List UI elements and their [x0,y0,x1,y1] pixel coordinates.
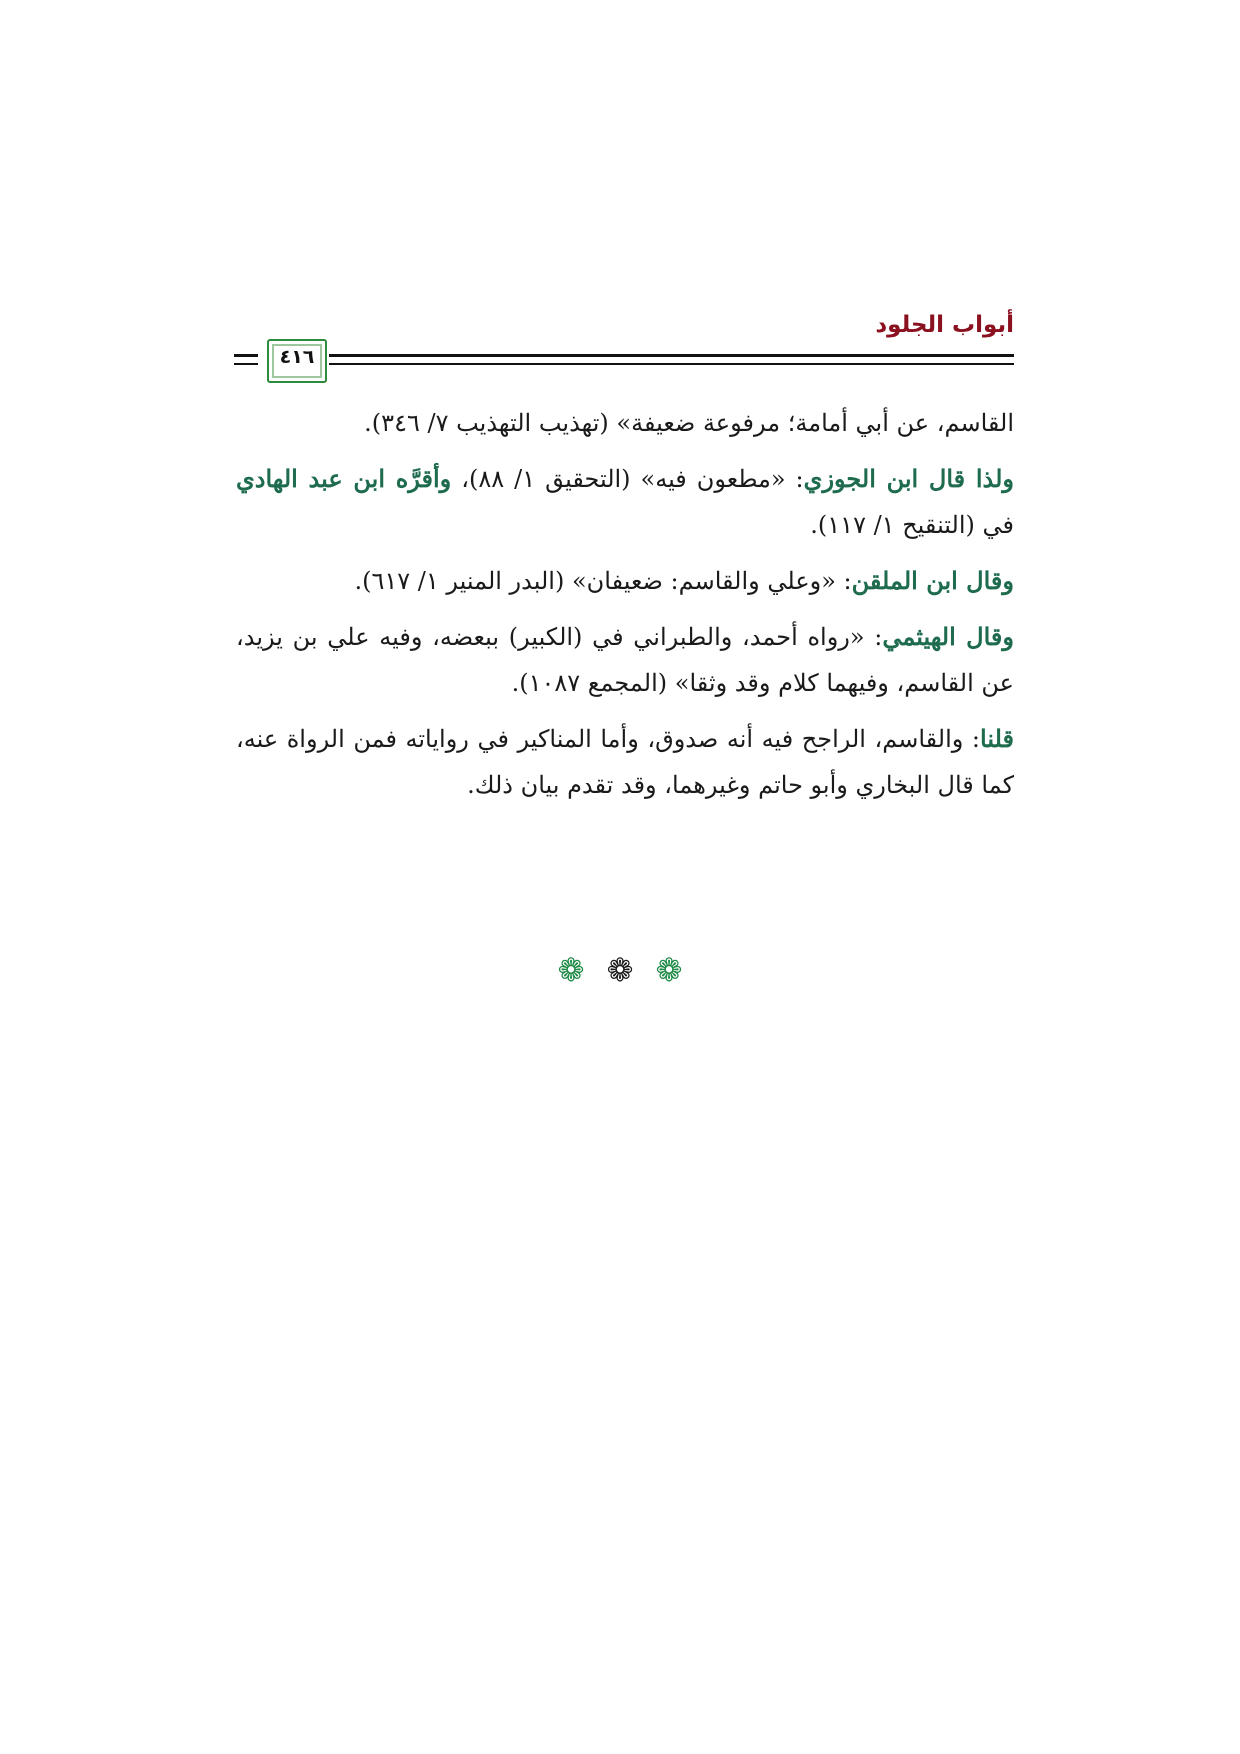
header-rule [329,354,1014,357]
paragraph [236,456,1014,548]
highlight-run: وقال الهيثمي [882,622,1014,651]
page-header [234,312,1014,392]
text-run: : «مطعون فيه» (التحقيق ١/ ٨٨)، [451,465,804,493]
flower-ornament-icon: ❁ [655,951,683,989]
text-body [236,400,1014,818]
page-number: ٤١٦ [279,346,315,368]
text-run: : «وعلي والقاسم: ضعيفان» (البدر المنير ١/ ٦١٧). [354,567,852,595]
paragraph [236,614,1014,706]
highlight-run: قلنا [980,724,1014,753]
text-run: : والقاسم، الراجح فيه أنه صدوق، وأما المناكير في رواياته فمن الرواة عنه، كما قال البخاري وأبو حاتم وغيرهما، وقد تقدم بيان ذلك. [236,725,1014,799]
header-rule [234,354,258,357]
chapter-title: أبواب الجلود [875,312,1014,338]
flower-ornament-icon: ❁ [606,951,634,989]
text-run: القاسم، عن أبي أمامة؛ مرفوعة ضعيفة» (تهذيب التهذيب ٧/ ٣٤٦). [364,409,1014,437]
flower-ornament-icon: ❁ [557,951,585,989]
paragraph [236,558,1014,604]
section-end-ornaments [0,950,1240,990]
highlight-run: ولذا قال ابن الجوزي [803,464,1015,493]
highlight-run: وأقرَّه ابن عبد الهادي [236,464,452,493]
page-number-frame [267,339,327,383]
paragraph [236,400,1014,446]
header-rule [234,363,258,365]
highlight-run: وقال ابن الملقن [851,566,1014,595]
text-run: : «رواه أحمد، والطبراني في (الكبير) ببعضه، وفيه علي بن يزيد، عن القاسم، وفيهما كلام وقد وثقا» (المجمع ١٠٨٧). [236,623,1014,697]
text-run: في (التنقيح ١/ ١١٧). [810,511,1014,539]
paragraph [236,716,1014,808]
header-rule [329,363,1014,365]
